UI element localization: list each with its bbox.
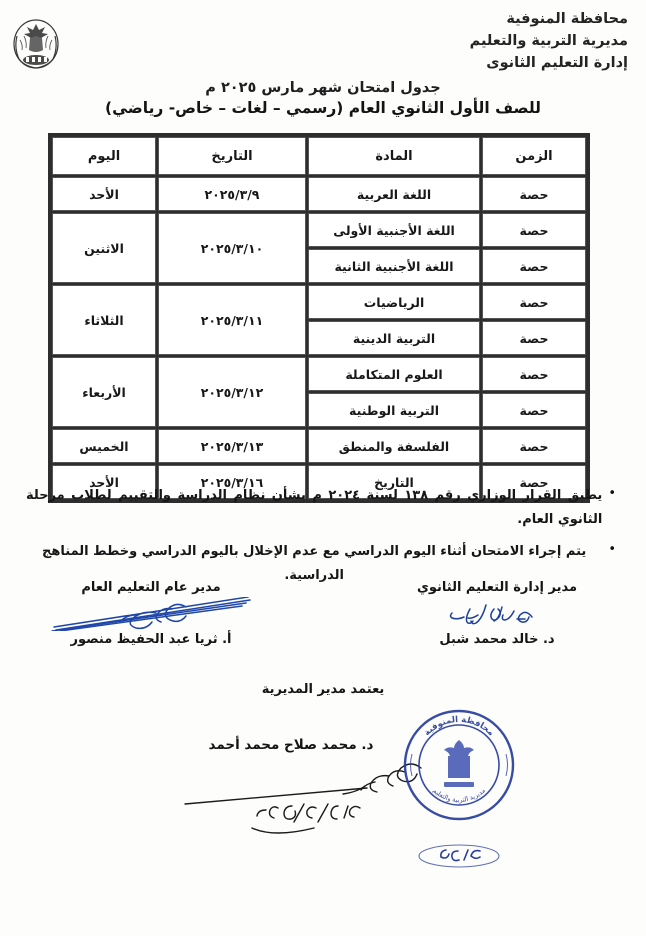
schedule-table-container: [62, 133, 590, 503]
table-row: [52, 285, 586, 319]
cell-time: حصة: [482, 429, 586, 463]
signature-row: [26, 580, 620, 670]
cell-date: ٢٠٢٥/٣/٩: [158, 177, 306, 211]
approval-title: يعتمد مدير المديرية: [261, 682, 385, 697]
cell-date: ٢٠٢٥/٣/١٣: [158, 429, 306, 463]
approver-name: د. محمد صلاح محمد أحمد: [208, 737, 374, 753]
cell-subject: الفلسفة والمنطق: [308, 429, 480, 463]
cell-time: حصة: [482, 393, 586, 427]
svg-text:مديرية التربية والتعليم: مديرية التربية والتعليم: [431, 786, 487, 805]
cell-date: ٢٠٢٥/٣/١٦: [158, 465, 306, 499]
cell-day: الأحد: [52, 177, 156, 211]
approver-block: [0, 734, 646, 753]
table-row: [52, 213, 586, 247]
note-text-decree: يطبق القرار الوزاري رقم ١٣٨ لسنة ٢٠٢٤ م بشأن نظام الدراسة والتقييم لطلاب مرحلة الثانوي العام.: [26, 488, 603, 527]
cell-time: حصة: [482, 357, 586, 391]
cell-day: الثلاثاء: [52, 285, 156, 355]
cell-subject: اللغة الأجنبية الأولى: [308, 213, 480, 247]
document-title-block: [0, 80, 646, 117]
column-header-date: التاريخ: [158, 137, 306, 175]
signature-name: د. خالد محمد شبل: [439, 632, 555, 647]
cell-date: ٢٠٢٥/٣/١٢: [158, 357, 306, 427]
cell-subject: العلوم المتكاملة: [308, 357, 480, 391]
cell-day: الأربعاء: [52, 357, 156, 427]
header-line-governorate: محافظة المنوفية: [506, 11, 628, 27]
bullet-icon: •: [608, 486, 616, 501]
cell-subject: التاريخ: [308, 465, 480, 499]
note-text-schoolday: يتم إجراء الامتحان أثناء اليوم الدراسي مع عدم الإخلال باليوم الدراسي وخطط المناهج الدراسية.: [42, 544, 587, 583]
header-line-department: إدارة التعليم الثانوى: [486, 55, 628, 72]
eagle-emblem-icon: [10, 14, 62, 76]
approver-handwritten-date-icon: [232, 800, 372, 840]
cell-time: حصة: [482, 213, 586, 247]
signature-title: مدير إدارة التعليم الثانوي: [416, 580, 578, 595]
document-header: [198, 8, 628, 74]
cell-subject: الرياضيات: [308, 285, 480, 319]
cell-subject: التربية الدينية: [308, 321, 480, 355]
handwritten-signature-icon: [36, 597, 266, 631]
cell-subject: اللغة العربية: [308, 177, 480, 211]
cell-day: الخميس: [52, 429, 156, 463]
column-header-time: الزمن: [482, 137, 586, 175]
schedule-table: [48, 133, 590, 503]
column-header-subject: المادة: [308, 137, 480, 175]
signature-block-general-director: [36, 580, 266, 647]
approval-title-block: [0, 682, 646, 697]
signature-title: مدير عام التعليم العام: [81, 580, 221, 595]
cell-time: حصة: [482, 285, 586, 319]
header-line-directorate: مديرية التربية والتعليم: [469, 33, 628, 50]
cell-time: حصة: [482, 321, 586, 355]
table-header-row: [52, 137, 586, 175]
cell-time: حصة: [482, 177, 586, 211]
handwritten-signature-icon: [382, 597, 612, 631]
cell-date: ٢٠٢٥/٣/١١: [158, 285, 306, 355]
column-header-day: اليوم: [52, 137, 156, 175]
table-row: [52, 177, 586, 211]
cell-day: الاثنين: [52, 213, 156, 283]
cell-time: حصة: [482, 249, 586, 283]
signature-block-secondary-director: [382, 580, 612, 647]
svg-text:محافظة المنوفية: محافظة المنوفية: [422, 714, 496, 739]
table-row: [52, 357, 586, 391]
stamp-number-handwritten: [416, 842, 502, 870]
cell-date: ٢٠٢٥/٣/١٠: [158, 213, 306, 283]
cell-day: الأحد: [52, 465, 156, 499]
page-subtitle: للصف الأول الثانوي العام (رسمي – لغات – خاص- رياضي): [105, 99, 541, 117]
bullet-icon: •: [608, 542, 616, 558]
cell-subject: التربية الوطنية: [308, 393, 480, 427]
note-item: [26, 484, 616, 531]
cell-time: حصة: [482, 465, 586, 499]
cell-subject: اللغة الأجنبية الثانية: [308, 249, 480, 283]
signature-name: أ. ثريا عبد الحفيظ منصور: [70, 632, 232, 647]
table-row: [52, 429, 586, 463]
page-title: جدول امتحان شهر مارس ٢٠٢٥ م: [205, 80, 441, 96]
official-round-stamp-icon: [400, 706, 518, 824]
